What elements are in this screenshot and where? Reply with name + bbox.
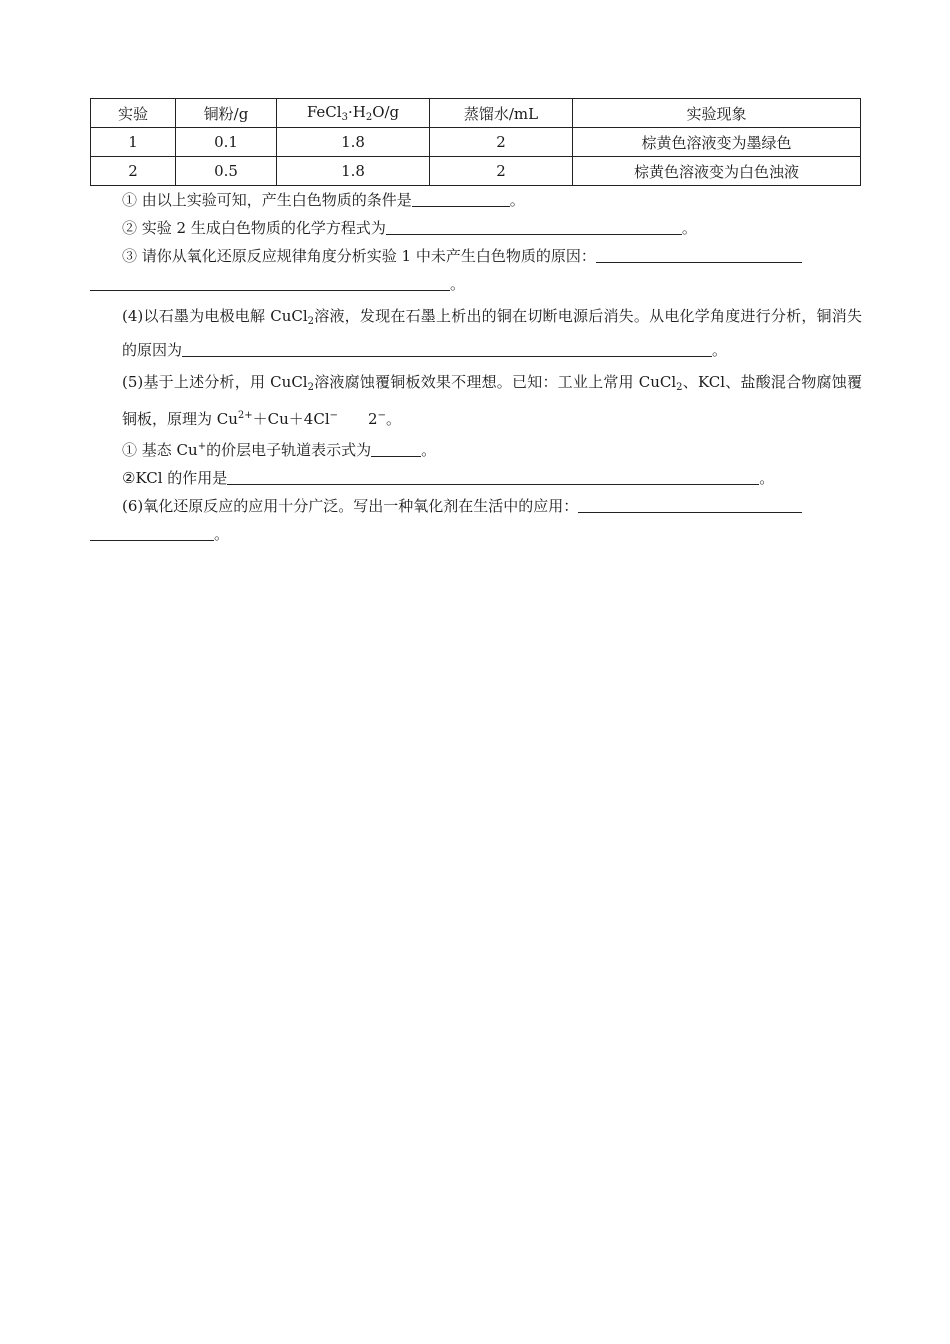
table-cell: 棕黄色溶液变为墨绿色	[573, 128, 861, 157]
q3-part3: ③ 请你从氧化还原反应规律角度分析实验 1 中未产生白色物质的原因：	[90, 242, 862, 270]
table-cell: 0.5	[176, 157, 277, 186]
q6-continued: 。	[90, 520, 862, 548]
table-cell: 2	[430, 157, 573, 186]
answer-blank[interactable]	[90, 274, 450, 291]
q3-part1: ① 由以上实验可知，产生白色物质的条件是 。	[122, 191, 525, 209]
experiment-table	[90, 98, 861, 186]
table-cell: 1	[91, 128, 176, 157]
q3-part3-continued: 。	[90, 270, 862, 298]
table-row	[91, 157, 861, 186]
answer-blank[interactable]	[386, 218, 682, 235]
q6-paragraph: (6)氧化还原反应的应用十分广泛。写出一种氧化剂在生活中的应用：	[90, 492, 862, 520]
answer-blank[interactable]	[371, 440, 421, 457]
header-experiment: 实验	[91, 99, 176, 128]
answer-blank[interactable]	[596, 246, 802, 263]
q4-paragraph: (4)以石墨为电极电解 CuCl$_2$溶液，发现在石墨上析出的铜在切断电源后消失。从电化学角度进行分析，铜消失的原因为 。	[122, 307, 862, 359]
table-header-row	[91, 99, 861, 128]
answer-blank[interactable]	[182, 340, 712, 357]
q3-part2: ② 实验 2 生成白色物质的化学方程式为 。	[122, 219, 697, 237]
answer-blank[interactable]	[227, 468, 759, 485]
table-cell: 2	[430, 128, 573, 157]
answer-blank[interactable]	[412, 190, 510, 207]
document-page	[90, 98, 862, 548]
table-cell: 1.8	[277, 157, 430, 186]
answer-blank[interactable]	[578, 496, 802, 513]
header-copper-powder: 铜粉/g	[176, 99, 277, 128]
answer-blank[interactable]	[90, 524, 214, 541]
q5-part2: ②KCl 的作用是 。	[122, 469, 775, 487]
table-row	[91, 128, 861, 157]
table-cell: 1.8	[277, 128, 430, 157]
header-water: 蒸馏水/mL	[430, 99, 573, 128]
table-cell: 0.1	[176, 128, 277, 157]
table-cell: 棕黄色溶液变为白色浊液	[573, 157, 861, 186]
header-phenomenon: 实验现象	[573, 99, 861, 128]
q5-part1: ① 基态 Cu+的价层电子轨道表示式为 。	[122, 441, 437, 459]
header-fecl3: $FeCl_3\cdot H_2O/g$	[277, 99, 430, 128]
table-cell: 2	[91, 157, 176, 186]
q5-paragraph: (5)基于上述分析，用 CuCl$_2$溶液腐蚀覆铜板效果不理想。已知：工业上常用 CuCl$_2$、KCl、盐酸混合物腐蚀覆铜板，原理为 $Cu^{2+}+Cu+4Cl^-$ 2−。	[122, 373, 862, 428]
